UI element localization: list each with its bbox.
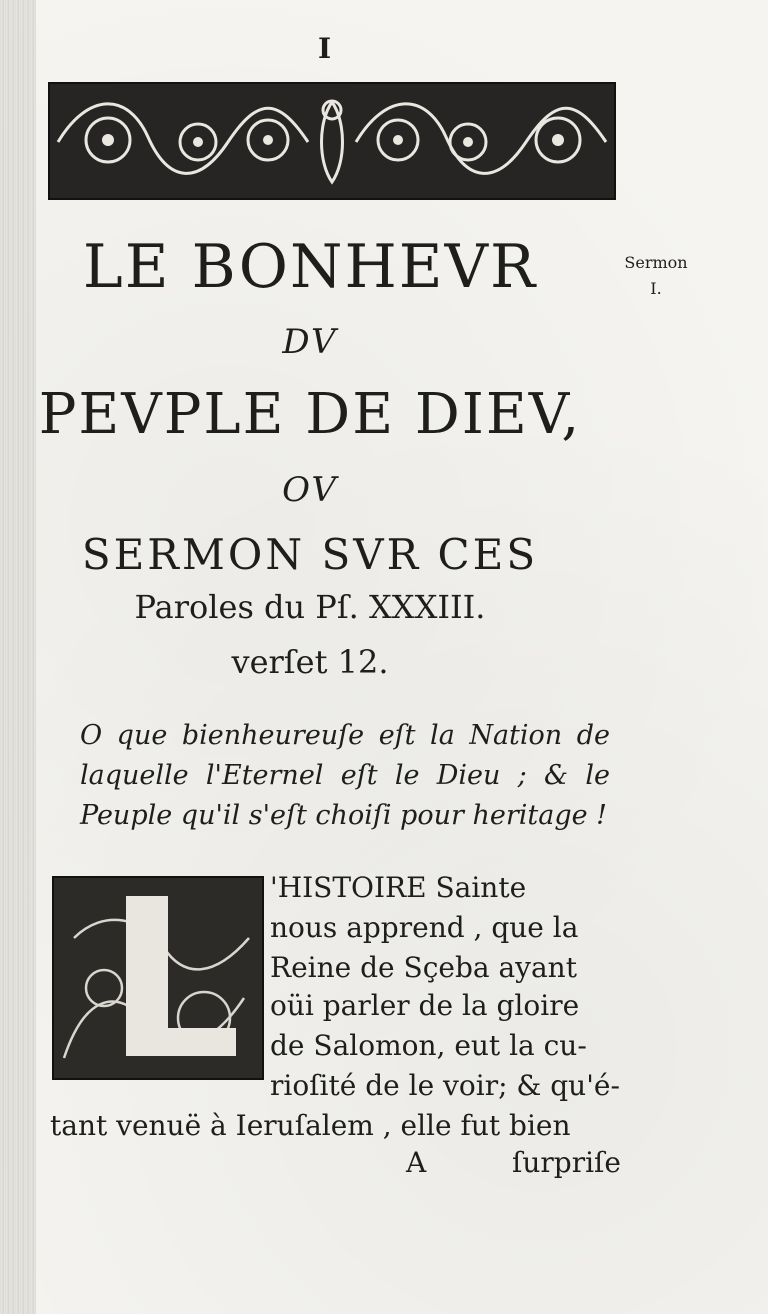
epigraph-verse: O que bienheureuſe eſt la Nation de laquelle l'Eternel eſt le Dieu ; & le Peuple qu'il s'eſt choiſi pour heritage ! [80,720,610,831]
margin-note-line-1: Sermon [624,253,688,272]
body-line-2: nous apprend , que la [270,911,579,944]
title-line-3: PEVPLE DE DIEV, [38,382,582,447]
margin-note-line-2: I. [650,279,662,298]
signature-mark: A [406,1146,427,1179]
body-line-7: tant venuë à Ieruſalem , elle fut bien [50,1109,571,1142]
headpiece-ornament-icon [48,82,616,200]
body-line-5: de Salomon, eut la cu- [270,1029,587,1062]
title-line-7: verſet 12. [231,643,389,681]
margin-note [616,250,696,302]
decorated-initial-icon [52,876,264,1080]
title-line-6: Paroles du Pſ. XXXIII. [134,588,486,626]
body-line-6: rioſité de le voir; & qu'é- [270,1069,620,1102]
catchword: ſurpriſe [512,1146,621,1179]
title-line-5: SERMON SVR CES [81,530,539,579]
title-line-1: LE BONHEVR [82,232,538,302]
body-line-1: 'HISTOIRE Sainte [270,871,527,904]
body-line-3: Reine de Sçeba ayant [270,951,577,984]
page-number: I [318,32,332,65]
title-line-2: DV [282,322,338,362]
title-line-4: OV [282,470,338,510]
body-line-4: oüi parler de la gloire [270,989,580,1022]
